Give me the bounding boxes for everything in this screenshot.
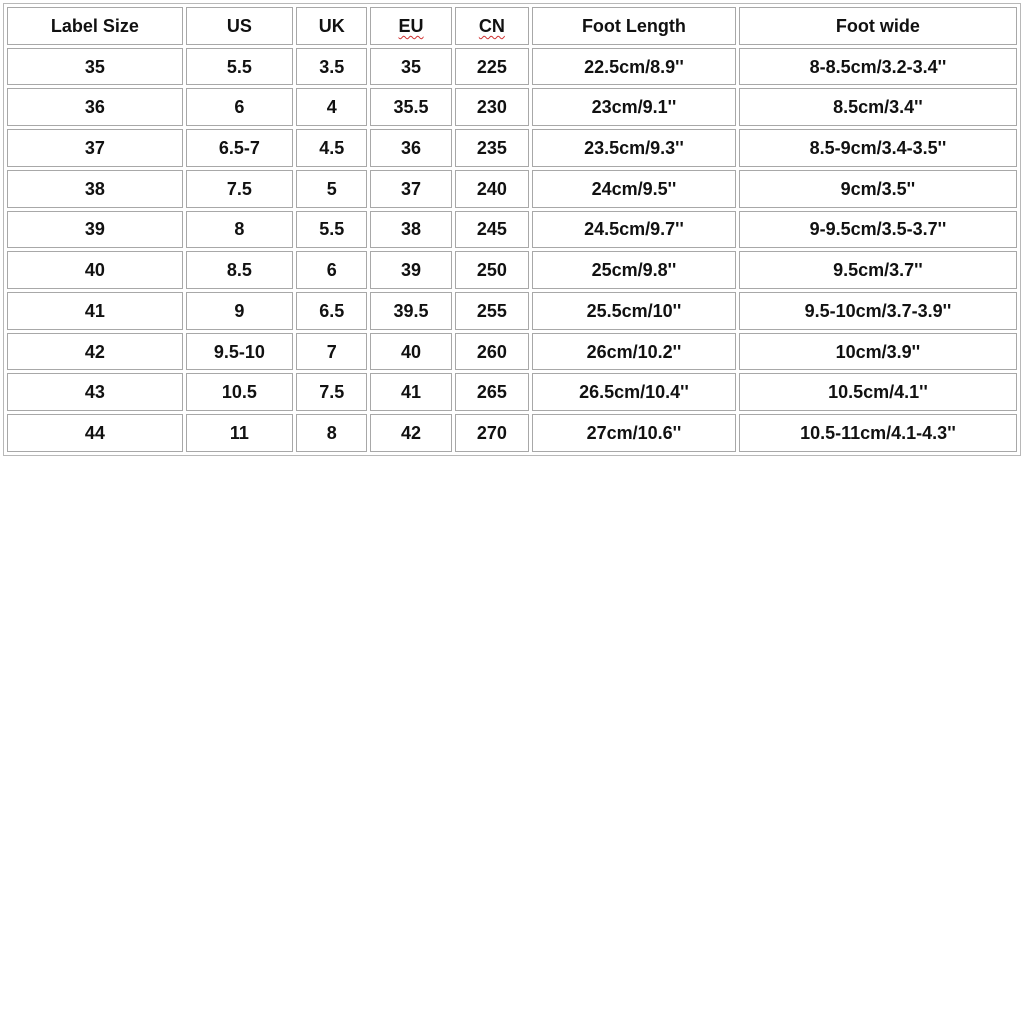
table-row xyxy=(7,211,1017,249)
cell-label-size: 44 xyxy=(7,414,183,452)
cell-label-size: 36 xyxy=(7,88,183,126)
cell-foot-length: 25.5cm/10'' xyxy=(532,292,736,330)
cell-us: 8 xyxy=(186,211,293,249)
cell-label-size: 37 xyxy=(7,129,183,167)
table-row xyxy=(7,48,1017,86)
cell-foot-wide: 10.5cm/4.1'' xyxy=(739,373,1017,411)
cell-us: 9.5-10 xyxy=(186,333,293,371)
cell-foot-wide: 9.5-10cm/3.7-3.9'' xyxy=(739,292,1017,330)
cell-cn: 260 xyxy=(455,333,529,371)
cell-uk: 7 xyxy=(296,333,367,371)
table-row xyxy=(7,373,1017,411)
cell-foot-wide: 9-9.5cm/3.5-3.7'' xyxy=(739,211,1017,249)
cell-us: 6.5-7 xyxy=(186,129,293,167)
cell-foot-wide: 8.5-9cm/3.4-3.5'' xyxy=(739,129,1017,167)
cell-foot-length: 27cm/10.6'' xyxy=(532,414,736,452)
cell-us: 5.5 xyxy=(186,48,293,86)
table-row xyxy=(7,292,1017,330)
header-uk: UK xyxy=(296,7,367,45)
cell-us: 11 xyxy=(186,414,293,452)
cell-cn: 265 xyxy=(455,373,529,411)
cell-eu: 42 xyxy=(370,414,451,452)
cell-foot-length: 23.5cm/9.3'' xyxy=(532,129,736,167)
cell-eu: 41 xyxy=(370,373,451,411)
table-row xyxy=(7,170,1017,208)
cell-us: 10.5 xyxy=(186,373,293,411)
cell-foot-wide: 9cm/3.5'' xyxy=(739,170,1017,208)
table-row xyxy=(7,88,1017,126)
cell-cn: 270 xyxy=(455,414,529,452)
cell-uk: 6 xyxy=(296,251,367,289)
cell-uk: 8 xyxy=(296,414,367,452)
cell-cn: 255 xyxy=(455,292,529,330)
header-eu-text: EU xyxy=(398,15,424,36)
cell-cn: 245 xyxy=(455,211,529,249)
cell-foot-length: 26.5cm/10.4'' xyxy=(532,373,736,411)
cell-foot-wide: 10cm/3.9'' xyxy=(739,333,1017,371)
table-row xyxy=(7,251,1017,289)
cell-uk: 5.5 xyxy=(296,211,367,249)
cell-uk: 3.5 xyxy=(296,48,367,86)
cell-uk: 5 xyxy=(296,170,367,208)
header-eu xyxy=(370,7,451,45)
header-foot-wide: Foot wide xyxy=(739,7,1017,45)
cell-cn: 250 xyxy=(455,251,529,289)
cell-cn: 230 xyxy=(455,88,529,126)
cell-uk: 7.5 xyxy=(296,373,367,411)
cell-label-size: 42 xyxy=(7,333,183,371)
cell-eu: 36 xyxy=(370,129,451,167)
cell-label-size: 41 xyxy=(7,292,183,330)
cell-foot-wide: 8.5cm/3.4'' xyxy=(739,88,1017,126)
cell-foot-length: 24cm/9.5'' xyxy=(532,170,736,208)
cell-label-size: 40 xyxy=(7,251,183,289)
cell-label-size: 35 xyxy=(7,48,183,86)
table-row xyxy=(7,333,1017,371)
cell-foot-length: 25cm/9.8'' xyxy=(532,251,736,289)
cell-foot-wide: 9.5cm/3.7'' xyxy=(739,251,1017,289)
cell-us: 7.5 xyxy=(186,170,293,208)
cell-cn: 235 xyxy=(455,129,529,167)
table-row xyxy=(7,414,1017,452)
cell-eu: 40 xyxy=(370,333,451,371)
cell-uk: 6.5 xyxy=(296,292,367,330)
cell-foot-length: 26cm/10.2'' xyxy=(532,333,736,371)
cell-cn: 225 xyxy=(455,48,529,86)
cell-foot-length: 23cm/9.1'' xyxy=(532,88,736,126)
header-row xyxy=(7,7,1017,45)
cell-eu: 37 xyxy=(370,170,451,208)
cell-foot-wide: 10.5-11cm/4.1-4.3'' xyxy=(739,414,1017,452)
header-cn xyxy=(455,7,529,45)
cell-label-size: 38 xyxy=(7,170,183,208)
cell-label-size: 39 xyxy=(7,211,183,249)
cell-uk: 4 xyxy=(296,88,367,126)
cell-label-size: 43 xyxy=(7,373,183,411)
cell-eu: 38 xyxy=(370,211,451,249)
table-row xyxy=(7,129,1017,167)
cell-foot-wide: 8-8.5cm/3.2-3.4'' xyxy=(739,48,1017,86)
cell-eu: 39.5 xyxy=(370,292,451,330)
cell-uk: 4.5 xyxy=(296,129,367,167)
header-label-size: Label Size xyxy=(7,7,183,45)
header-cn-text: CN xyxy=(478,15,505,36)
cell-eu: 35.5 xyxy=(370,88,451,126)
header-foot-length: Foot Length xyxy=(532,7,736,45)
cell-cn: 240 xyxy=(455,170,529,208)
cell-foot-length: 24.5cm/9.7'' xyxy=(532,211,736,249)
cell-eu: 39 xyxy=(370,251,451,289)
cell-us: 8.5 xyxy=(186,251,293,289)
cell-foot-length: 22.5cm/8.9'' xyxy=(532,48,736,86)
cell-eu: 35 xyxy=(370,48,451,86)
cell-us: 9 xyxy=(186,292,293,330)
size-chart-table xyxy=(3,3,1021,456)
cell-us: 6 xyxy=(186,88,293,126)
header-us: US xyxy=(186,7,293,45)
